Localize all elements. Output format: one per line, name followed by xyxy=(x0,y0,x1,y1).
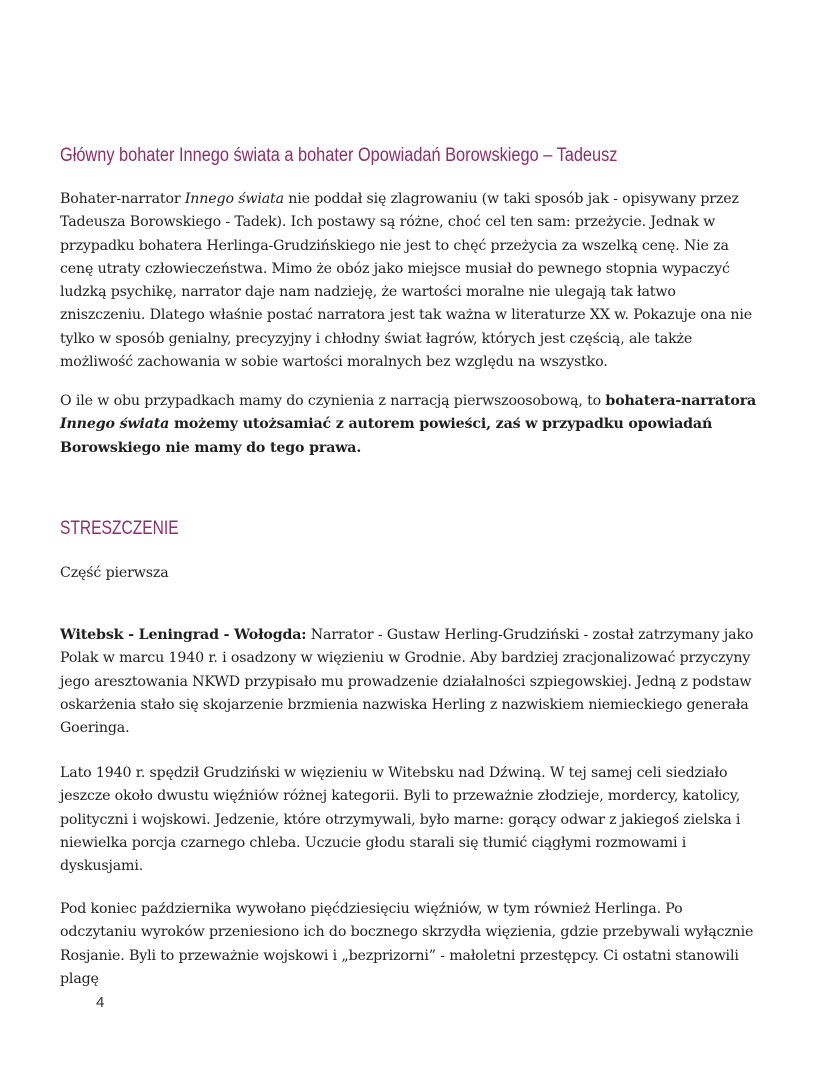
bold-run: możemy utożsamiać z autorem powieści, zaś w przypadku opowiadań Borowskiego nie mamy do tego prawa. xyxy=(60,416,713,456)
paragraph-witebsk xyxy=(60,624,760,740)
book-title-italic: Innego świata xyxy=(60,416,170,433)
book-title-italic: Innego świata xyxy=(184,191,284,207)
text-run: Narrator - Gustaw Herling-Grudziński - został zatrzymany jako Polak w marcu 1940 r. i osadzony w więzieniu w Grodnie. Aby bardziej zracjonalizować przyczyny jego aresztowania NKWD przypisało mu prowadzenie działalności szpiegowskiej. Jedną z podstaw oskarżenia stało się skojarzenie brzmienia nazwiska Herling z nazwiskiem niemieckiego generała Goeringa. xyxy=(60,627,754,737)
section-heading-summary: STRESZCZENIE xyxy=(60,518,179,539)
bold-italic-title xyxy=(60,416,169,432)
bold-run: bohatera-narratora xyxy=(605,393,757,409)
paragraph-narration-identity xyxy=(60,390,760,460)
section-heading-protagonists: Główny bohater Innego świata a bohater Opowiadań Borowskiego – Tadeusz xyxy=(60,145,618,166)
part-label: Część pierwsza xyxy=(60,565,169,581)
bold-run: Witebsk - Leningrad - Wołogda: xyxy=(60,627,307,643)
text-run: O ile w obu przypadkach mamy do czynienia z narracją pierwszoosobową, to xyxy=(60,393,606,409)
paragraph-summer-1940: Lato 1940 r. spędził Grudziński w więzieniu w Witebsku nad Dźwiną. W tej samej celi siedziało jeszcze około dwustu więźniów różnej kategorii. Byli to przeważnie złodzieje, mordercy, katolicy, polityczni i wojskowi. Jedzenie, które otrzymywali, było marne: gorący odwar z jakiegoś zielska i niewielka porcja czarnego chleba. Uczucie głodu starali się tłumić ciągłymi rozmowami i dyskusjami. xyxy=(60,765,741,875)
paragraph-october: Pod koniec października wywołano pięćdziesięciu więźniów, w tym również Herlinga. Po odczytaniu wyroków przeniesiono ich do bocznego skrzydła więzienia, gdzie przebywali wyłącznie Rosjanie. Byli to przeważnie wojskowi i „bezprizorni” - małoletni przestępcy. Ci ostatni stanowili plagę xyxy=(60,901,754,987)
paragraph-narrator-comparison xyxy=(60,188,760,374)
page-number: 4 xyxy=(96,994,105,1011)
text-run: nie poddał się zlagrowaniu (w taki sposób jak - opisywany przez Tadeusza Borowskiego - Tadek). Ich postawy są różne, choć cel ten sam: przeżycie. Jednak w przypadku bohatera Herlinga-Grudzińskiego nie jest to chęć przeżycia za wszelką cenę. Nie za cenę utraty człowieczeństwa. Mimo że obóz jako miejsce musiał do pewnego stopnia wypaczyć ludzką psychikę, narrator daje nam nadzieję, że wartości moralne nie ulegają tak łatwo zniszczeniu. Dlatego właśnie postać narratora jest tak ważna w literaturze XX w. Pokazuje ona nie tylko w sposób genialny, precyzyjny i chłodny świat łagrów, których jest częścią, ale także możliwość zachowania w sobie wartości moralnych bez względu na wszystko. xyxy=(60,191,752,371)
text-run: Bohater-narrator xyxy=(60,191,185,207)
